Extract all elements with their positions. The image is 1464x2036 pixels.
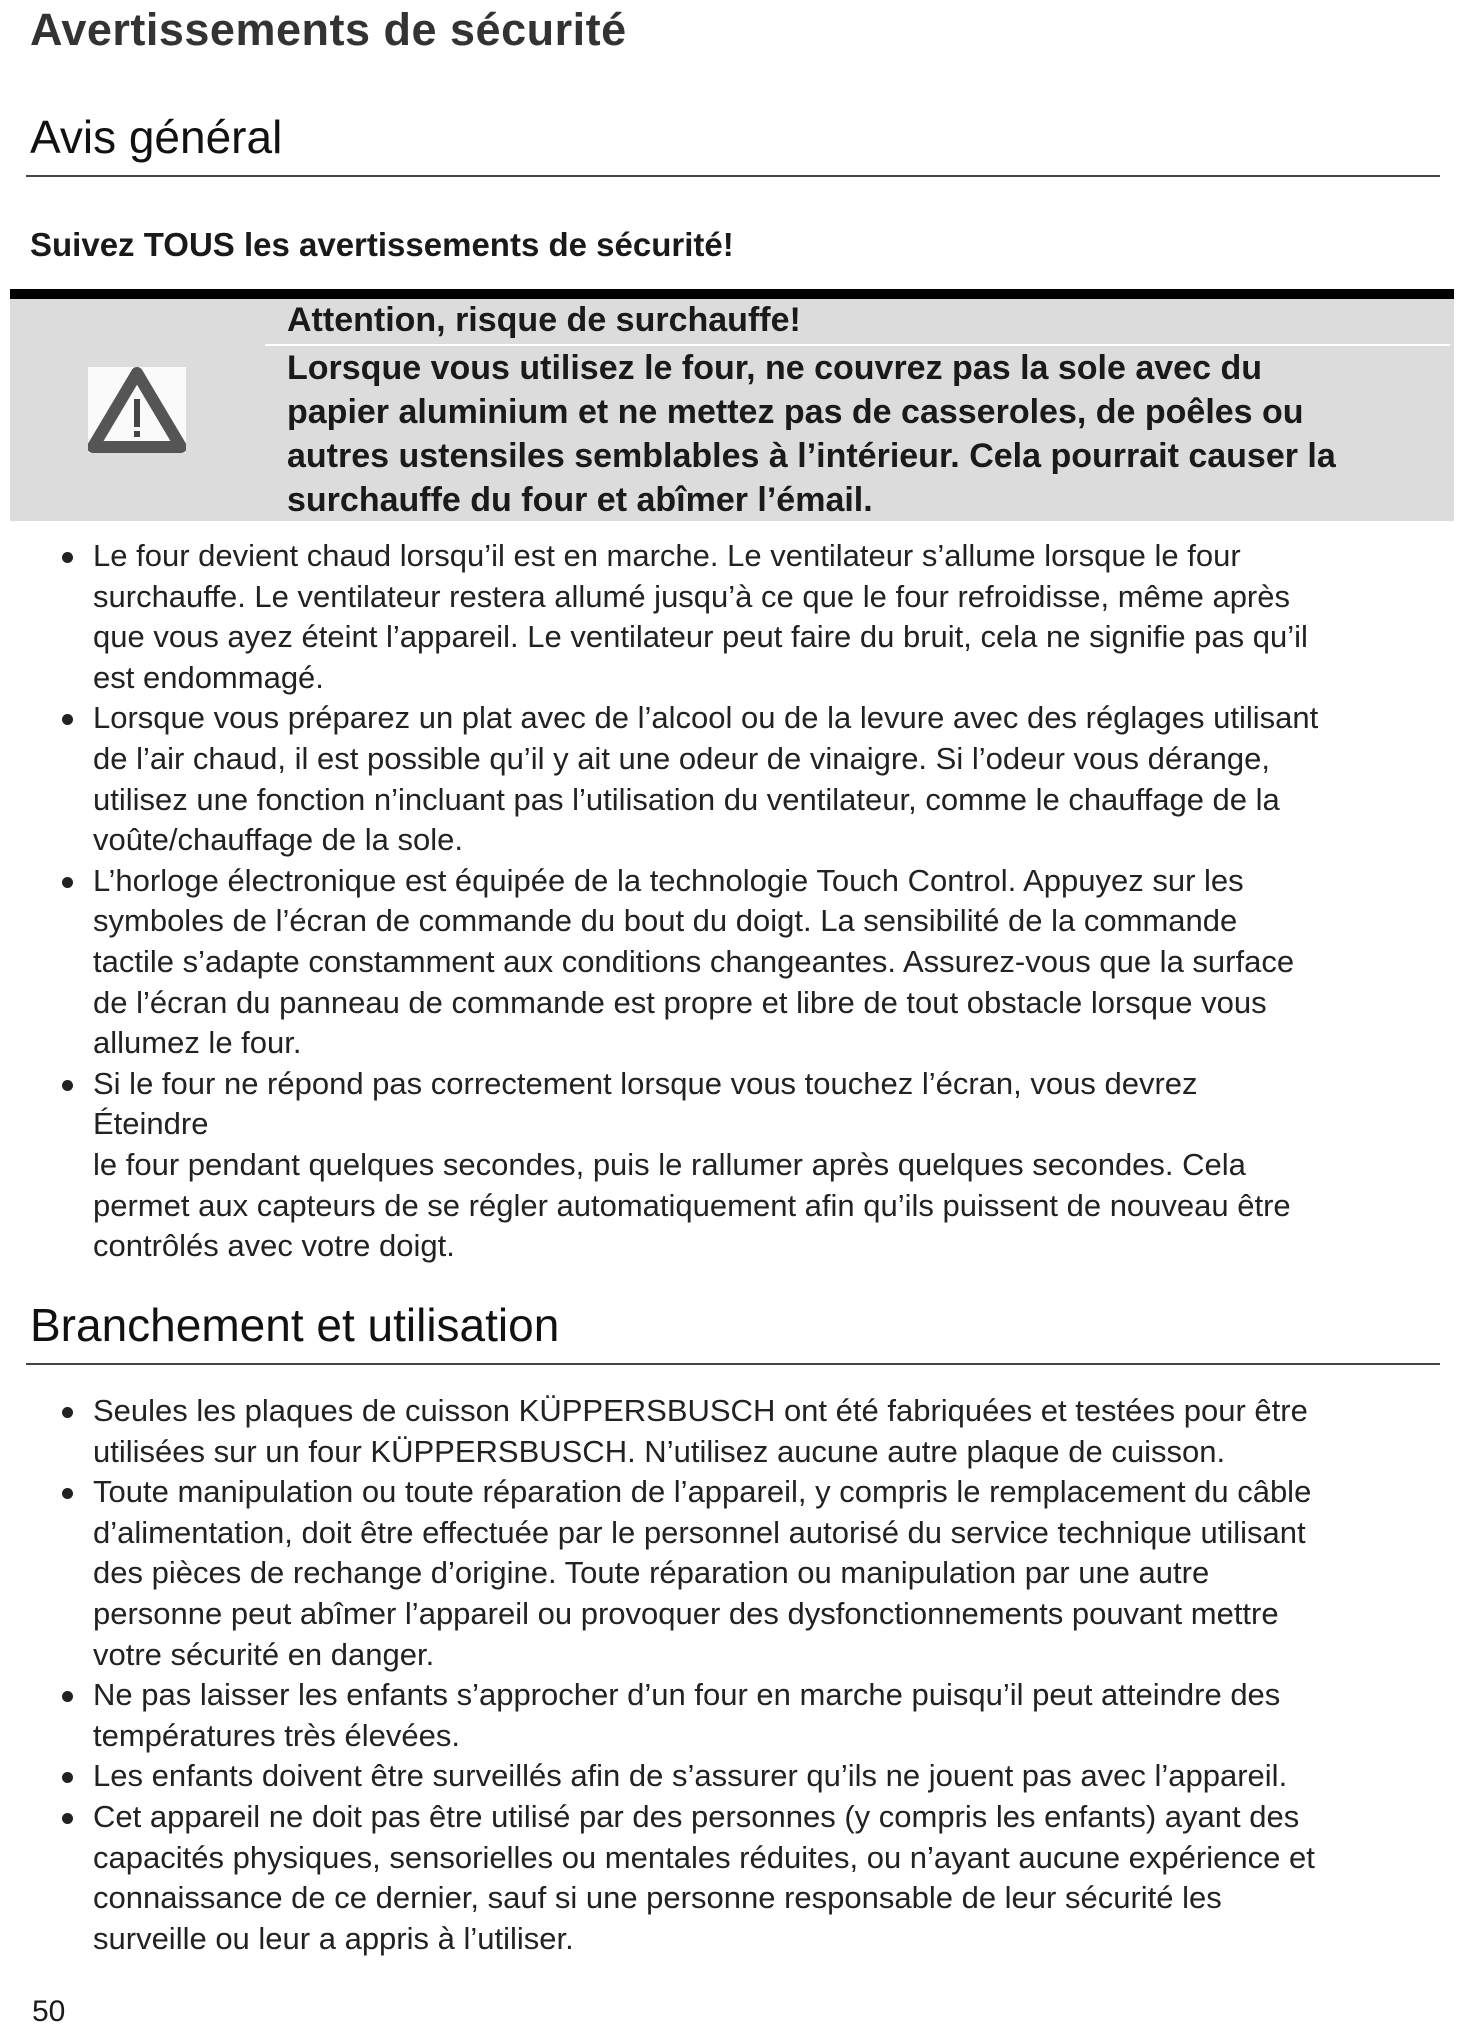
bullet-overlay-text: Control. Appuyez sur les — [907, 862, 1244, 898]
section-divider — [26, 1363, 1440, 1365]
bullet-icon — [62, 1080, 73, 1091]
bullet-line-text: L’horloge électronique est équipée de la technologie Touch — [93, 862, 900, 898]
bullet-line: Ne pas laisser les enfants s’approcher d’un four en marche puisqu’il peut atteindre des — [93, 1677, 1281, 1713]
bullet-line: de l’air chaud, il est possible qu’il y ait une odeur de vinaigre. Si l’odeur vous dérange, — [93, 741, 1270, 776]
bullet-line: permet aux capteurs de se régler automatiquement afin qu’ils puissent de nouveau être — [93, 1187, 1291, 1223]
warning-line: Lorsque vous utilisez le four, ne couvrez pas la sole avec du — [287, 349, 1262, 387]
bullet-line: Si le four ne répond pas correctement lorsque vous touchez l’écran, vous devrez — [93, 1065, 1198, 1101]
warning-triangle-icon — [88, 367, 186, 453]
bullet-line: d’alimentation, doit être effectuée par le personnel autorisé du service technique utilisant — [93, 1514, 1306, 1550]
bullet-line: des pièces de rechange d’origine. Toute réparation ou manipulation par une autre — [93, 1555, 1210, 1591]
bullet-line: symboles de l’écran de commande du bout du doigt. La sensibilité de la commande — [93, 903, 1238, 939]
bullet-line — [93, 861, 1244, 902]
warning-line: papier aluminium et ne mettez pas de casseroles, de poêles ou — [287, 393, 1304, 431]
bullet-line: votre sécurité en danger. — [93, 1636, 435, 1672]
bullet-icon — [62, 1691, 73, 1702]
bullet-line: Les enfants doivent être surveillés afin de s’assurer qu’ils ne jouent pas avec l’appareil. — [93, 1758, 1288, 1794]
bullet-icon — [62, 714, 73, 725]
bullet-icon — [62, 1772, 73, 1783]
bullet-line: allumez le four. — [93, 1025, 302, 1061]
bullet-line: le four pendant quelques secondes, puis le rallumer après quelques secondes. Cela — [93, 1147, 1246, 1182]
bullet-overlay-text: Éteindre — [93, 1106, 209, 1142]
bullet-line: voûte/chauffage de la sole. — [93, 822, 463, 858]
bullet-line: Lorsque vous préparez un plat avec de l’alcool ou de la levure avec des réglages utilisant — [93, 700, 1319, 736]
section-heading-branchement: Branchement et utilisation — [30, 1299, 560, 1351]
bullet-icon — [62, 1407, 73, 1418]
bullet-line: que vous ayez éteint l’appareil. Le ventilateur peut faire du bruit, cela ne signifie pas qu’il — [93, 619, 1308, 655]
document-title: Avertissements de sécurité — [30, 4, 627, 55]
bullet-line: personne peut abîmer l’appareil ou provoquer des dysfonctionnements pouvant mettre — [93, 1596, 1279, 1631]
bullet-line: utilisez une fonction n’incluant pas l’utilisation du ventilateur, comme le chauffage de la — [93, 781, 1280, 817]
bullet-line: surchauffe. Le ventilateur restera allumé jusqu’à ce que le four refroidisse, même après — [93, 578, 1290, 614]
bullet-line: Toute manipulation ou toute réparation de l’appareil, y compris le remplacement du câble — [93, 1474, 1312, 1510]
bullet-line: capacités physiques, sensorielles ou mentales réduites, ou n’ayant aucune expérience et — [93, 1839, 1315, 1875]
bullet-icon — [62, 1813, 73, 1824]
bullet-line: de l’écran du panneau de commande est propre et libre de tout obstacle lorsque vous — [93, 984, 1267, 1020]
bullet-line: Le four devient chaud lorsqu’il est en marche. Le ventilateur s’allume lorsque le four — [93, 538, 1241, 573]
bullet-line: est endommagé. — [93, 659, 324, 695]
bullet-icon — [62, 1488, 73, 1499]
bullet-line: Cet appareil ne doit pas être utilisé par des personnes (y compris les enfants) ayant des — [93, 1799, 1300, 1834]
warning-line: autres ustensiles semblables à l’intérieur. Cela pourrait causer la — [287, 437, 1336, 475]
bullet-line: surveille ou leur a appris à l’utiliser. — [93, 1920, 574, 1956]
bullet-line: Seules les plaques de cuisson KÜPPERSBUSCH ont été fabriquées et testées pour être — [93, 1393, 1308, 1428]
section-divider — [26, 175, 1440, 177]
section-heading-avis-general: Avis général — [30, 111, 283, 163]
page-number: 50 — [32, 1995, 66, 2028]
bullet-line: contrôlés avec votre doigt. — [93, 1228, 455, 1264]
bullet-line: utilisées sur un four KÜPPERSBUSCH. N’utilisez aucune autre plaque de cuisson. — [93, 1433, 1226, 1469]
bullet-line: tactile s’adapte constamment aux conditions changeantes. Assurez-vous que la surface — [93, 944, 1295, 979]
warning-title: Attention, risque de surchauffe! — [287, 301, 801, 339]
bullet-icon — [62, 877, 73, 888]
lead-warning-text: Suivez TOUS les avertissements de sécurité! — [30, 226, 734, 263]
bullet-line: connaissance de ce dernier, sauf si une personne responsable de leur sécurité les — [93, 1880, 1222, 1916]
warning-line: surchauffe du four et abîmer l’émail. — [287, 481, 873, 519]
bullet-line: températures très élevées. — [93, 1717, 461, 1753]
bullet-icon — [62, 552, 73, 563]
